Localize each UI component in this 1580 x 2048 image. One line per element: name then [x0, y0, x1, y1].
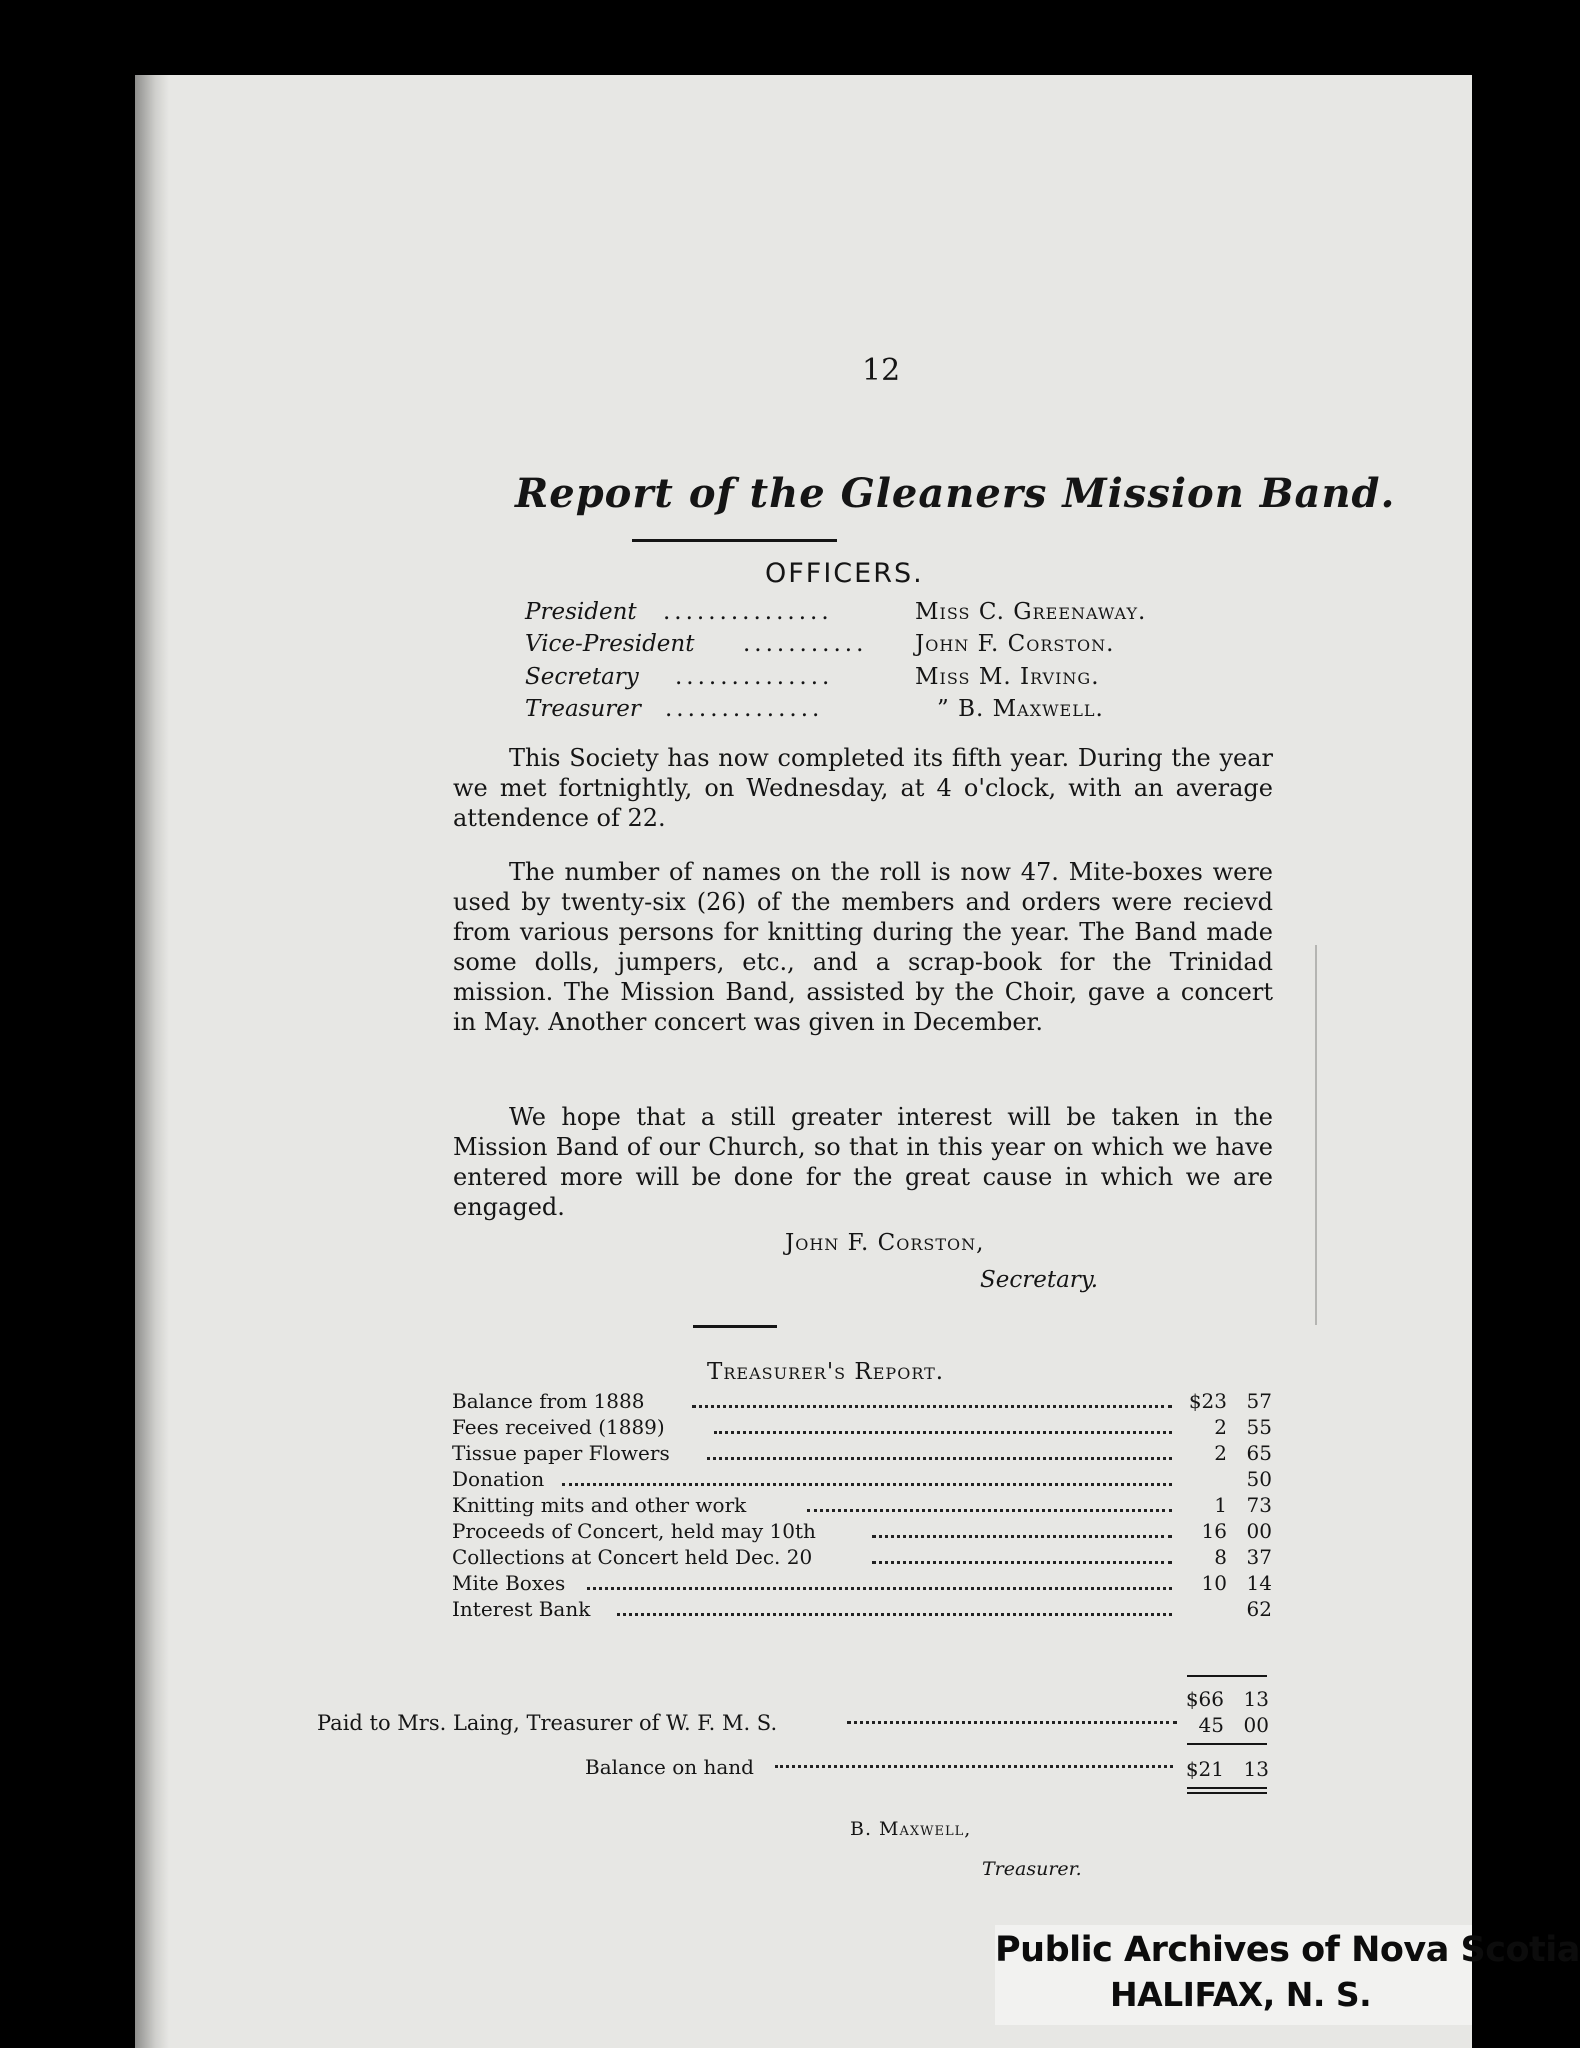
leader-dots: .............. [665, 696, 824, 722]
leader-dots [872, 1544, 1172, 1564]
ledger-amount [1177, 1544, 1272, 1570]
ledger-amount [1177, 1466, 1272, 1492]
ledger-row [452, 1518, 1272, 1544]
amount-dollars: $23 [1188, 1389, 1227, 1413]
officers-heading: OFFICERS. [765, 558, 924, 589]
secretary-signature-role: Secretary. [980, 1267, 1099, 1293]
leader-dots: .............. [675, 664, 834, 690]
ledger-label: Mite Boxes [452, 1571, 566, 1595]
ledger-amount [1177, 1596, 1272, 1622]
sum-line [1187, 1675, 1267, 1677]
ledger-row [452, 1440, 1272, 1466]
officer-role: Secretary [525, 664, 639, 690]
ledger-amount [1177, 1518, 1272, 1544]
ledger-row [452, 1570, 1272, 1596]
treasurer-signature-name: B. Maxwell, [850, 1818, 972, 1840]
treasurer-signature-role: Treasurer. [982, 1858, 1082, 1880]
leader-dots [847, 1721, 1177, 1724]
double-rule [1187, 1792, 1267, 1794]
paid-label: Paid to Mrs. Laing, Treasurer of W. F. M. S. [317, 1711, 778, 1735]
amount-cents: 73 [1246, 1493, 1272, 1517]
officer-name: ” B. Maxwell. [937, 696, 1104, 722]
amount-cents: 62 [1246, 1597, 1272, 1621]
page-crease [1315, 945, 1317, 1325]
amount-cents: 14 [1246, 1571, 1272, 1595]
amount-cents: 55 [1246, 1415, 1272, 1439]
officer-role: Vice-President [525, 631, 695, 657]
document-page [135, 75, 1580, 2048]
report-title: Report of the Gleaners Mission Band. [515, 470, 1396, 517]
amount-cents: 13 [1243, 1687, 1269, 1711]
amount-cents: 50 [1246, 1467, 1272, 1491]
report-paragraph: We hope that a still greater interest will be taken in the Mission Band of our Church, so that in this year on which we have entered more will be done for the great cause in which we are engaged. [453, 1103, 1273, 1221]
ledger-label: Proceeds of Concert, held may 10th [452, 1519, 816, 1543]
officer-role: President [525, 599, 637, 625]
section-divider [693, 1325, 777, 1328]
page-number: 12 [862, 353, 901, 388]
amount-cents: 00 [1243, 1713, 1269, 1737]
sum-line [1187, 1743, 1267, 1745]
ledger-amount [1177, 1414, 1272, 1440]
double-rule [1187, 1787, 1267, 1789]
leader-dots [587, 1570, 1172, 1590]
ledger-row [452, 1492, 1272, 1518]
amount-dollars: 2 [1214, 1415, 1227, 1439]
archive-stamp-line1: Public Archives of Nova Scotia [995, 1930, 1580, 1970]
report-paragraph: The number of names on the roll is now 47. Mite-boxes were used by twenty-six (26) of the members and orders were recievd from various persons for knitting during the year. The Band made some dolls, jumpers, etc., and a scrap-book for the Trinidad mission. The Mission Band, assisted by the Choir, gave a concert in May. Another concert was given in December. [453, 858, 1273, 1036]
amount-dollars: 8 [1214, 1545, 1227, 1569]
amount-cents: 13 [1243, 1757, 1269, 1781]
ledger-table [452, 1388, 1272, 1622]
ledger-label: Knitting mits and other work [452, 1493, 747, 1517]
amount-dollars: $66 [1185, 1687, 1224, 1711]
officer-name: Miss M. Irving. [915, 664, 1100, 690]
officer-name: Miss C. Greenaway. [915, 599, 1147, 625]
ledger-label: Tissue paper Flowers [452, 1441, 670, 1465]
leader-dots [872, 1518, 1172, 1538]
amount-dollars: 2 [1214, 1441, 1227, 1465]
ledger-row [452, 1544, 1272, 1570]
officer-name: John F. Corston. [915, 631, 1115, 657]
paid-amount [1174, 1713, 1269, 1737]
officer-role: Treasurer [525, 696, 641, 722]
leader-dots [714, 1414, 1172, 1434]
amount-cents: 00 [1246, 1519, 1272, 1543]
balance-label: Balance on hand [585, 1755, 754, 1779]
ledger-row [452, 1414, 1272, 1440]
balance-amount [1174, 1757, 1269, 1781]
amount-dollars: 10 [1201, 1571, 1227, 1595]
treasurer-report-heading: Treasurer's Report. [707, 1359, 945, 1385]
amount-dollars: 1 [1214, 1493, 1227, 1517]
ledger-label: Donation [452, 1467, 545, 1491]
leader-dots [707, 1440, 1172, 1460]
report-paragraph: This Society has now completed its fifth year. During the year we met fortnightly, on Wednesday, at 4 o'clock, with an average attendence of 22. [453, 744, 1273, 832]
title-divider [632, 539, 837, 542]
amount-cents: 65 [1246, 1441, 1272, 1465]
ledger-label: Interest Bank [452, 1597, 591, 1621]
amount-dollars: 16 [1201, 1519, 1227, 1543]
ledger-row [452, 1466, 1272, 1492]
ledger-row [452, 1388, 1272, 1414]
ledger-amount [1177, 1492, 1272, 1518]
secretary-signature-name: John F. Corston, [785, 1230, 985, 1256]
ledger-amount [1177, 1388, 1272, 1414]
ledger-label: Collections at Concert held Dec. 20 [452, 1545, 813, 1569]
amount-dollars: $21 [1185, 1757, 1224, 1781]
ledger-row [452, 1596, 1272, 1622]
leader-dots [807, 1492, 1172, 1512]
amount-dollars: 45 [1198, 1713, 1224, 1737]
ledger-amount [1177, 1570, 1272, 1596]
leader-dots [562, 1466, 1172, 1486]
archive-stamp-line2: HALIFAX, N. S. [1110, 1975, 1372, 2014]
amount-cents: 57 [1246, 1389, 1272, 1413]
leader-dots [692, 1388, 1172, 1408]
leader-dots [775, 1765, 1173, 1768]
ledger-label: Fees received (1889) [452, 1415, 665, 1439]
ledger-total [1174, 1687, 1269, 1711]
ledger-label: Balance from 1888 [452, 1389, 645, 1413]
leader-dots [617, 1596, 1172, 1616]
leader-dots: ............... [663, 599, 833, 625]
leader-dots: ........... [743, 631, 868, 657]
ledger-amount [1177, 1440, 1272, 1466]
amount-cents: 37 [1246, 1545, 1272, 1569]
